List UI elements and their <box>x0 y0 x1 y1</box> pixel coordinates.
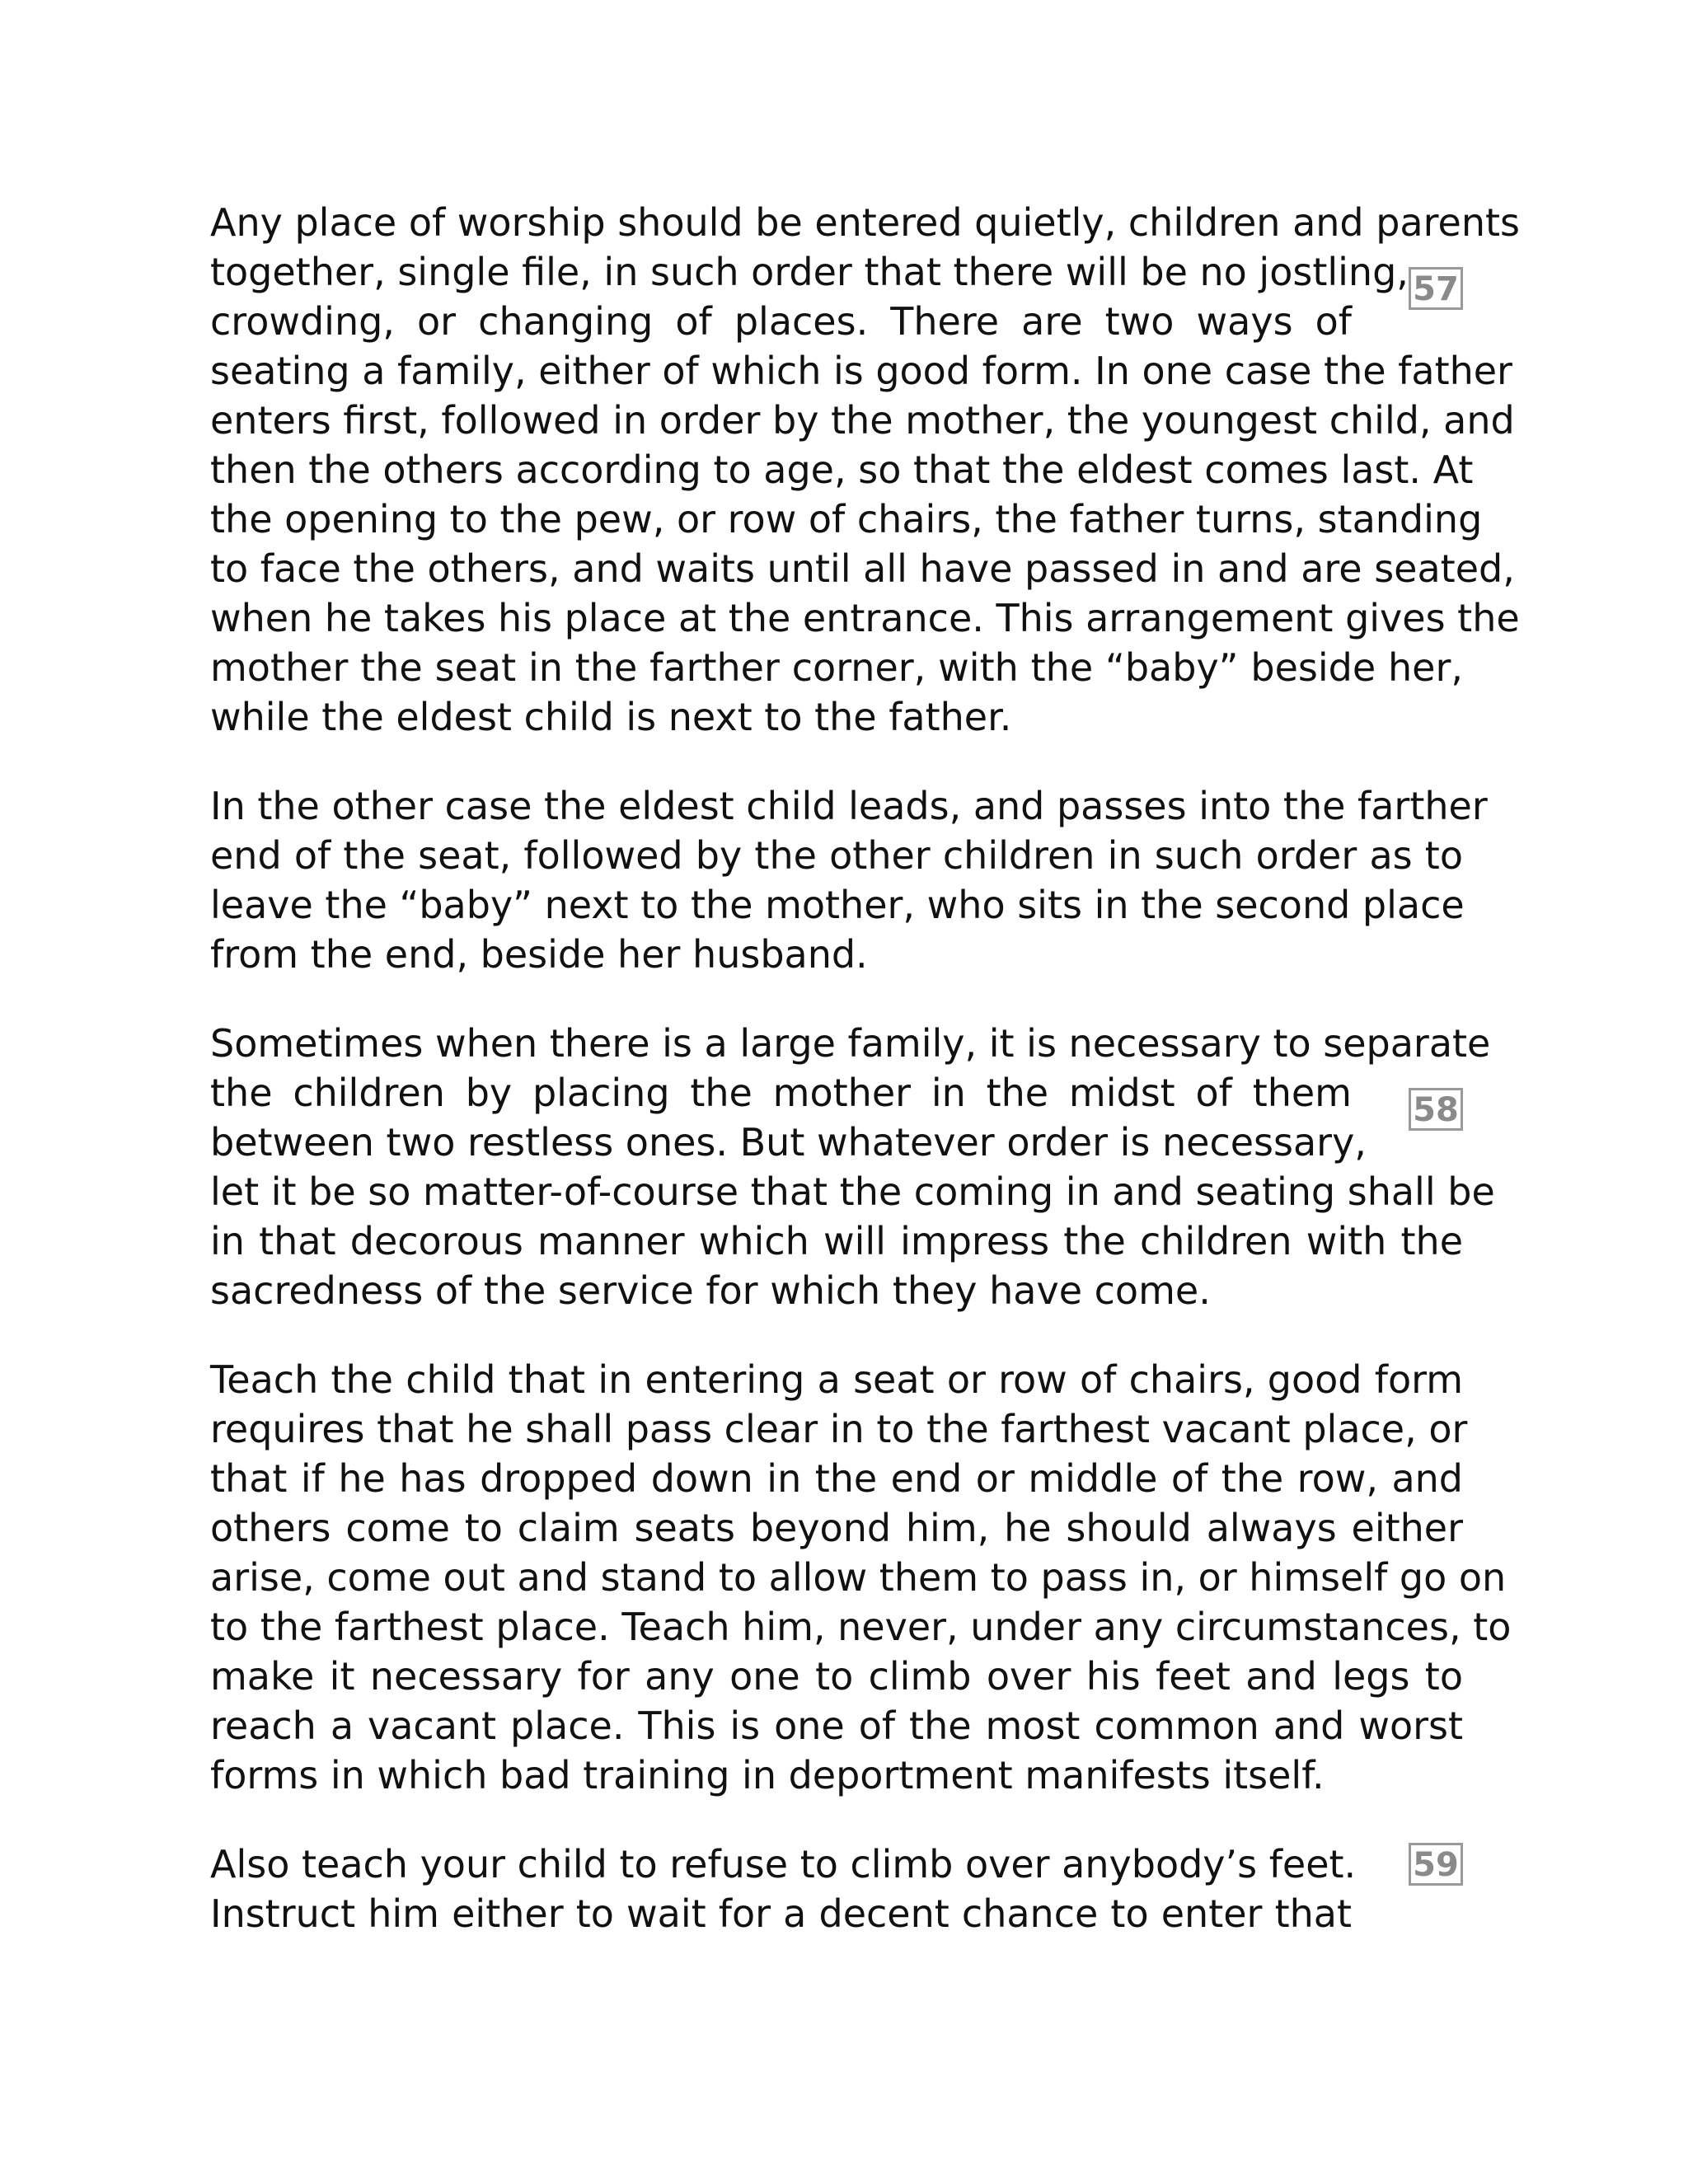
paragraph-text <box>210 1355 1512 1800</box>
page-body <box>210 198 1520 1978</box>
paragraph-text <box>210 198 1520 742</box>
page-marker-58: 58 <box>1409 1088 1463 1131</box>
text-line: Any place of worship should be entered quietly, children and parents <box>210 200 1520 245</box>
paragraph-text <box>210 1019 1495 1315</box>
text-line: to the farthest place. Teach him, never, under any circumstances, to <box>210 1605 1512 1649</box>
paragraph-1 <box>210 198 1520 742</box>
text-line: sacredness of the service for which they have come. <box>210 1268 1211 1313</box>
text-line: mother the seat in the farther corner, with the “baby” beside her, <box>210 645 1463 690</box>
text-line: Teach the child that in entering a seat or row of chairs, good form <box>210 1357 1463 1402</box>
text-line: between two restless ones. But whatever order is necessary, <box>210 1120 1367 1165</box>
paragraph-4 <box>210 1355 1512 1800</box>
text-line: Also teach your child to refuse to climb over anybody’s feet. <box>210 1842 1357 1886</box>
text-line: in that decorous manner which will impress the children with the <box>210 1219 1463 1263</box>
text-line: end of the seat, followed by the other children in such order as to <box>210 833 1463 878</box>
text-line: In the other case the eldest child leads, and passes into the farther <box>210 784 1488 828</box>
text-line: while the eldest child is next to the father. <box>210 695 1012 739</box>
paragraph-3 <box>210 1019 1495 1315</box>
text-line: enters first, followed in order by the mother, the youngest child, and <box>210 398 1515 443</box>
text-line: the opening to the pew, or row of chairs, the father turns, standing <box>210 497 1483 541</box>
text-line: that if he has dropped down in the end or middle of the row, and <box>210 1456 1463 1501</box>
text-line: requires that he shall pass clear in to the farthest vacant place, or <box>210 1407 1468 1451</box>
text-line: make it necessary for any one to climb over his feet and legs to <box>210 1654 1463 1699</box>
text-line: reach a vacant place. This is one of the most common and worst <box>210 1704 1463 1748</box>
text-line: Instruct him either to wait for a decent chance to enter that <box>210 1891 1352 1936</box>
text-line: to face the others, and waits until all have passed in and are seated, <box>210 546 1515 591</box>
paragraph-5 <box>210 1840 1463 1938</box>
text-line: others come to claim seats beyond him, he should always either <box>210 1506 1463 1550</box>
text-line: together, single file, in such order that there will be no jostling, <box>210 250 1409 294</box>
text-line: seating a family, either of which is good form. In one case the father <box>210 349 1512 393</box>
text-line: forms in which bad training in deportment manifests itself. <box>210 1753 1325 1797</box>
text-line: Sometimes when there is a large family, it is necessary to separate <box>210 1021 1491 1066</box>
text-line: let it be so matter-of-course that the coming in and seating shall be <box>210 1169 1495 1214</box>
paragraph-text <box>210 781 1488 979</box>
page-marker-59: 59 <box>1409 1843 1463 1886</box>
text-line: the children by placing the mother in the midst of them <box>210 1071 1352 1115</box>
text-line: crowding, or changing of places. There are two ways of <box>210 299 1352 344</box>
page-marker-57: 57 <box>1409 267 1463 310</box>
text-line: leave the “baby” next to the mother, who sits in the second place <box>210 883 1465 927</box>
text-line: then the others according to age, so that the eldest comes last. At <box>210 448 1474 492</box>
text-line: arise, come out and stand to allow them to pass in, or himself go on <box>210 1555 1507 1600</box>
text-line: when he takes his place at the entrance. This arrangement gives the <box>210 596 1520 640</box>
paragraph-text <box>210 1840 1463 1938</box>
paragraph-2 <box>210 781 1488 979</box>
text-line: from the end, beside her husband. <box>210 932 868 977</box>
